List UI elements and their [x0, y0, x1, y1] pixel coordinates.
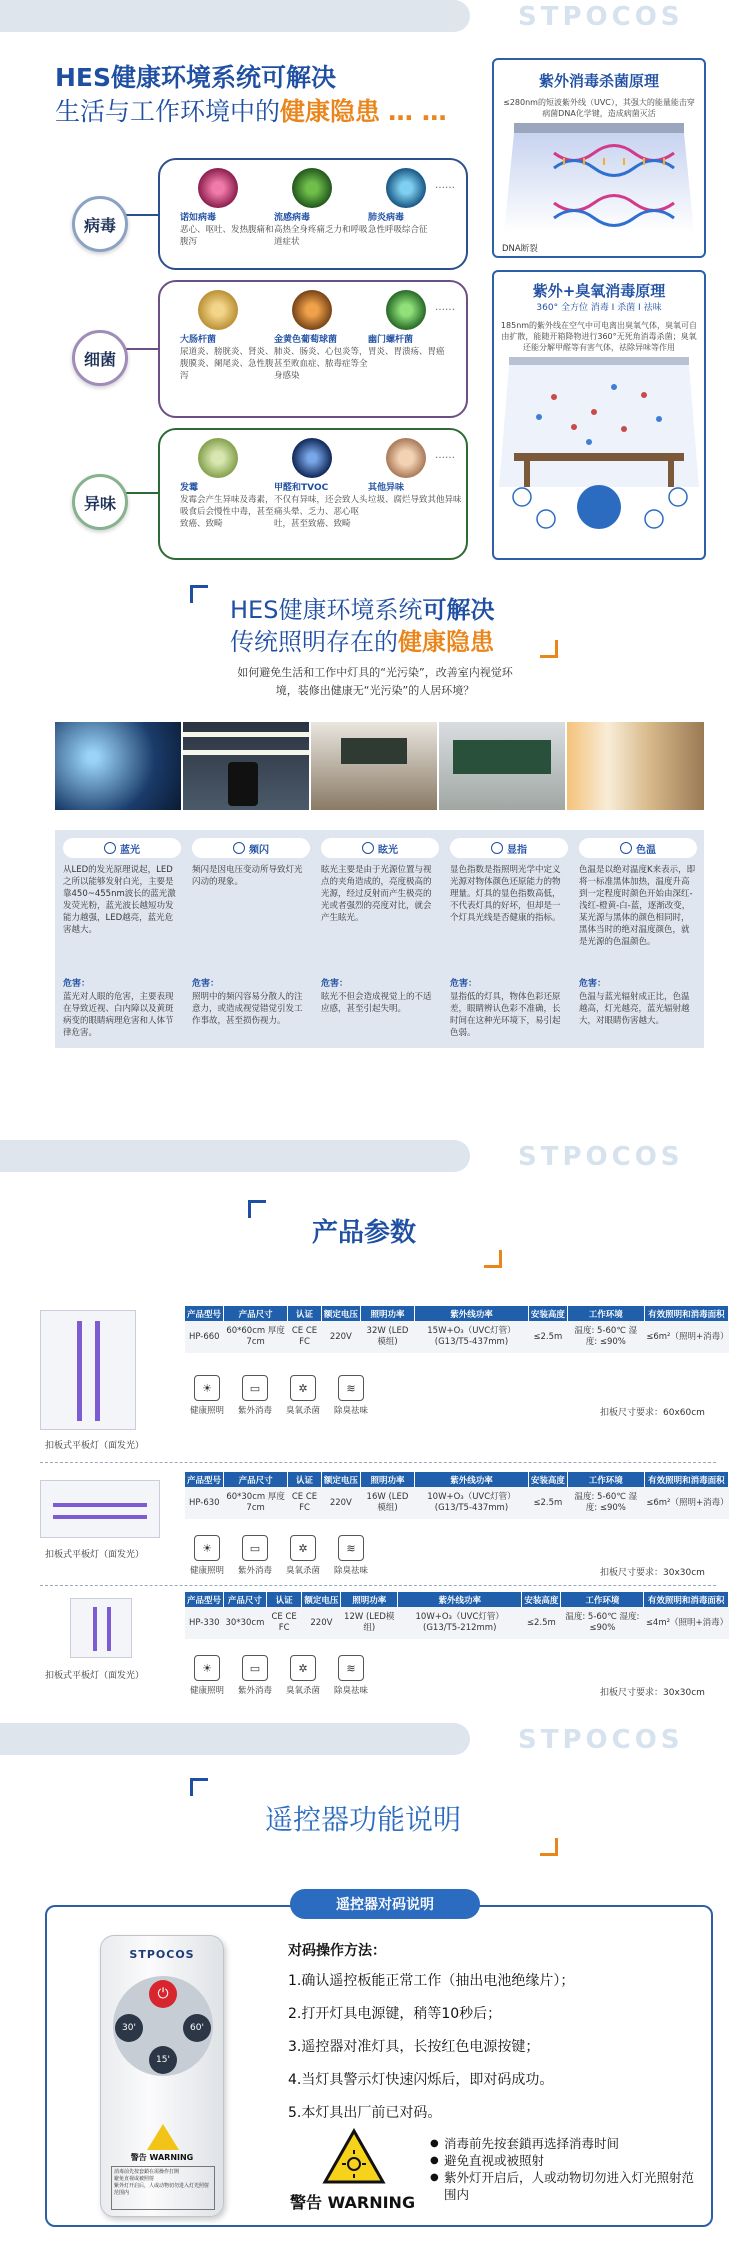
col-header: 额定电压 [321, 1472, 360, 1487]
ozone-label: 臭氧 [589, 539, 609, 550]
remote-warning-label: 警告 WARNING [130, 2153, 194, 2162]
cell-model: HP-660 [185, 1321, 224, 1353]
steps-title: 对码操作方法： [288, 1943, 386, 1959]
section2-title-1a: HES健康环境系统 [230, 596, 423, 624]
deodor-icon: ≋ [338, 1535, 364, 1561]
cell-height: ≤2.5m [528, 1321, 567, 1353]
issue-head [321, 838, 439, 858]
item-desc: 肺炎、肠炎、心包炎等，甚至败血症、脓毒症等全身感染 [274, 347, 368, 381]
staph-icon [292, 290, 332, 330]
uv-lamp-icon: ▭ [242, 1535, 268, 1561]
bulb-icon: ☀ [194, 1655, 220, 1681]
section2-title-2a: 传统照明存在的 [230, 628, 398, 656]
col-header: 额定电压 [302, 1592, 341, 1607]
remote-note: 消毒前先按套鎖在需操作打開 [114, 2169, 180, 2175]
issue-text: 色温是以绝对温度K来表示，即将一标准黑体加热，温度升高到一定程度时颜色开始由深红-浅红-橙黄-白-蓝，逐渐改变，某光源与黑体的颜色相同时，黑体当时的绝对温度颜色，就是光源的色温颜色。 [579, 865, 696, 947]
item-name: 金黄色葡萄球菌 [274, 335, 338, 345]
col-header: 认证 [288, 1472, 322, 1487]
cell-voltage: 220V [321, 1487, 360, 1519]
issue-title: 显指 [507, 844, 527, 856]
flu-virus-icon [292, 168, 332, 208]
classroom-photo [311, 722, 437, 810]
col-header: 安装高度 [528, 1472, 567, 1487]
feature-label: 除臭祛味 [333, 1566, 368, 1576]
col-header: 有效照明和消毒面积 [644, 1592, 729, 1607]
feature-deodor [332, 1655, 370, 1696]
hero-title-b: 可解决 [261, 63, 337, 92]
brand-logo: STPOCOS [518, 1725, 684, 1755]
feature-uv [236, 1375, 274, 1416]
uv-lamp-icon: ▭ [242, 1375, 268, 1401]
feature-ozone [284, 1655, 322, 1696]
cell-light-power: 16W (LED模组) [360, 1487, 414, 1519]
item-desc: 不仅有异味，还会致人头痛头晕、乏力、恶心呕吐，甚至致癌、致畸 [274, 495, 368, 529]
spec-table-hp330 [185, 1592, 729, 1639]
item-desc: 尿道炎、膀胱炎、肾炎、腹膜炎、阑尾炎、急性腹泻 [180, 347, 274, 381]
issue-text: 从LED的发光原理说起，LED之所以能够发射白光，主要是靠450~455nm波长的蓝光激发荧光粉，蓝光波长越短功发能力越强，LED越亮，蓝光危害越大。 [63, 865, 176, 935]
issue-head [192, 838, 310, 858]
harm-text: 显指低的灯具，物体色彩还原差，眼睛辨认色彩不准确，长时间在这种光环境下，易引起色弱。 [450, 992, 561, 1038]
cell-env: 温度: 5-60℃ 湿度: ≤90% [561, 1607, 644, 1639]
ozone-icon: ✲ [290, 1375, 316, 1401]
divider [40, 1585, 716, 1586]
light-issues-panel [55, 830, 704, 1048]
bacteria-item [180, 290, 274, 382]
col-header: 紫外线功率 [415, 1306, 529, 1321]
item-name: 幽门螺杆菌 [368, 335, 414, 345]
warning-triangle-icon [147, 2124, 179, 2150]
col-header: 认证 [288, 1306, 322, 1321]
pairing-steps [288, 1940, 574, 2135]
hero-title [55, 58, 336, 94]
bacteria-item [368, 290, 462, 358]
odor-group [158, 428, 468, 560]
feature-label: 臭氧杀菌 [285, 1686, 320, 1696]
harm-label: 危害： [192, 979, 220, 989]
warning-item: ● 避免直视或被照射 [430, 2152, 694, 2169]
issue-column [579, 838, 697, 1027]
item-name: 大肠杆菌 [180, 335, 217, 345]
feature-label: 臭氧杀菌 [285, 1406, 320, 1416]
product-image-hp330 [70, 1598, 132, 1658]
col-header: 照明功率 [341, 1592, 398, 1607]
col-header: 工作环境 [567, 1306, 644, 1321]
cell-size: 60*30cm 厚度7cm [224, 1487, 288, 1519]
item-desc: 垃圾、腐烂导致其他异味 [368, 495, 462, 505]
cell-area: ≤6m²（照明+消毒） [644, 1321, 728, 1353]
warning-title: 警告 WARNING [290, 2193, 416, 2212]
cell-uv-power: 10W+O₃（UVC灯管）(G13/T5-437mm) [415, 1487, 529, 1519]
issue-head [450, 838, 568, 858]
remote-title: 遥控器功能说明 [265, 1803, 462, 1836]
quote-close-icon [540, 640, 558, 658]
quote-open-icon [190, 585, 208, 603]
quote-open-icon [190, 1778, 208, 1796]
item-desc: 胃炎、胃溃疡、胃癌 [368, 347, 445, 357]
issue-text: 眩光主要是由于光源位置与视点的夹角造成的，亮度极高的光源，经过反射而产生极亮的光或者强烈的亮度对比，就会产生眩光。 [321, 865, 432, 923]
feature-label: 紫外消毒 [237, 1686, 272, 1696]
harm-label: 危害： [63, 979, 91, 989]
remote-control [100, 1935, 224, 2217]
col-header: 紫外线功率 [398, 1592, 522, 1607]
uv-principle-card [492, 58, 706, 258]
issue-column [63, 838, 181, 1039]
col-header: 照明功率 [360, 1472, 414, 1487]
cut-size-note: 扣板尺寸要求：60x60cm [600, 1408, 705, 1418]
ozone-card-text: 185nm的紫外线在空气中可电离出臭氧气体，臭氧可自由扩散，能随开箱降物进行360°无死角消毒杀菌；臭氧还能分解甲醛等有害气体，祛除异味等作用 [500, 321, 698, 352]
hero-title-a: HES健康环境系统 [55, 63, 262, 92]
col-header: 产品尺寸 [224, 1472, 288, 1487]
feature-label: 除臭祛味 [333, 1406, 368, 1416]
brand-logo: STPOCOS [518, 2, 684, 32]
virus-badge: 病毒 [72, 196, 128, 252]
item-desc: 恶心、呕吐、发热腹痛和腹泻 [180, 225, 274, 247]
cell-model: HP-330 [185, 1607, 224, 1639]
col-header: 紫外线功率 [415, 1472, 529, 1487]
spec-table-hp630 [185, 1472, 729, 1519]
brand-logo: STPOCOS [518, 1142, 684, 1172]
cell-model: HP-630 [185, 1487, 224, 1519]
col-header: 安装高度 [522, 1592, 561, 1607]
cut-size-note: 扣板尺寸要求：30x30cm [600, 1568, 705, 1578]
bulb-icon: ☀ [194, 1535, 220, 1561]
cell-cert: CE CE FC [266, 1607, 302, 1639]
uv-lamp-icon: ▭ [242, 1655, 268, 1681]
ozone-card-subtitle: 360° 全方位 消毒 I 杀菌 I 祛味 [536, 303, 662, 313]
col-header: 认证 [266, 1592, 302, 1607]
feature-label: 健康照明 [189, 1686, 224, 1696]
mold-icon [198, 438, 238, 478]
item-name: 肺炎病毒 [368, 213, 405, 223]
col-header: 工作环境 [561, 1592, 644, 1607]
virus-item [180, 168, 274, 248]
header-bar [0, 0, 470, 32]
item-name: 发霉 [180, 483, 199, 493]
harm-text: 眩光不但会造成视觉上的不适应感，甚至引起失明。 [321, 992, 432, 1014]
feature-label: 紫外消毒 [237, 1406, 272, 1416]
feature-deodor [332, 1535, 370, 1576]
section2-title-1b: 可解决 [422, 596, 495, 624]
issue-title: 频闪 [249, 844, 269, 856]
feature-lighting [188, 1655, 226, 1696]
cell-voltage: 220V [302, 1607, 341, 1639]
more-dots: …… [435, 450, 455, 461]
cri-icon [491, 842, 503, 854]
uv-warning-sign-icon [322, 2128, 386, 2186]
cut-size-note: 扣板尺寸要求：30x30cm [600, 1688, 705, 1698]
cell-uv-power: 15W+O₃（UVC灯管）(G13/T5-437mm) [415, 1321, 529, 1353]
issue-head [63, 838, 181, 858]
power-button[interactable]: ⏻ [149, 1980, 177, 2008]
product-caption: 扣板式平板灯（面发光） [45, 1441, 145, 1451]
divider [40, 1462, 716, 1463]
header-bar [0, 1723, 470, 1755]
issue-column [192, 838, 310, 1027]
issue-column [321, 838, 439, 1015]
eye-icon [104, 842, 116, 854]
dna-illustration [494, 123, 704, 243]
strobe-photo [183, 722, 309, 810]
ozone-principle-card [492, 270, 706, 560]
cell-cert: CE CE FC [288, 1321, 322, 1353]
item-name: 流感病毒 [274, 213, 311, 223]
item-desc: 急性呼吸综合征 [368, 225, 428, 235]
section2-title-1 [230, 590, 494, 625]
odor-item [368, 438, 462, 506]
feature-ozone [284, 1535, 322, 1576]
feature-lighting [188, 1535, 226, 1576]
col-header: 工作环境 [567, 1472, 644, 1487]
issue-title: 色温 [636, 844, 656, 856]
feature-uv [236, 1535, 274, 1576]
item-name: 甲醛和TVOC [274, 483, 329, 493]
feature-label: 除臭祛味 [333, 1686, 368, 1696]
col-header: 有效照明和消毒面积 [644, 1472, 728, 1487]
col-header: 产品型号 [185, 1472, 224, 1487]
cell-uv-power: 10W+O₃（UVC灯管）(G13/T5-212mm) [398, 1607, 522, 1639]
timer-30-button[interactable]: 30' [115, 2014, 143, 2042]
cell-env: 温度: 5-60℃ 湿度: ≤90% [567, 1321, 644, 1353]
deodor-icon: ≋ [338, 1655, 364, 1681]
quote-open-icon [248, 1200, 266, 1218]
feature-deodor [332, 1375, 370, 1416]
issue-title: 眩光 [378, 844, 398, 856]
products-title: 产品参数 [312, 1218, 417, 1248]
harm-label: 危害： [579, 979, 607, 989]
colortemp-icon [620, 842, 632, 854]
hero-subtitle-b: 健康隐患 [280, 97, 381, 126]
flash-icon [233, 842, 245, 854]
col-header: 照明功率 [360, 1306, 414, 1321]
cell-height: ≤2.5m [528, 1487, 567, 1519]
quote-close-icon [540, 1838, 558, 1856]
col-header: 额定电压 [321, 1306, 360, 1321]
cell-cert: CE CE FC [288, 1487, 322, 1519]
cell-light-power: 32W (LED模组) [360, 1321, 414, 1353]
step-item: 4.当灯具警示灯快速闪烁后，即对码成功。 [288, 2072, 554, 2088]
odor-item [274, 438, 368, 530]
feature-label: 紫外消毒 [237, 1566, 272, 1576]
issue-text: 频闪是因电压变动所导致灯光闪动的现象。 [192, 865, 303, 887]
cell-size: 60*60cm 厚度7cm [224, 1321, 288, 1353]
feature-ozone [284, 1375, 322, 1416]
remote-pill-title: 遥控器对码说明 [290, 1889, 480, 1919]
virus-group [158, 158, 468, 270]
product-image-hp660 [40, 1310, 136, 1430]
bacteria-item [274, 290, 368, 382]
product-caption: 扣板式平板灯（面发光） [45, 1671, 145, 1681]
uv-card-title: 紫外消毒杀菌原理 [538, 72, 659, 90]
virus-item [368, 168, 462, 236]
issue-text: 显色指数是指照明光学中定义光源对物体颜色还原能力的物理量。灯具的显色指数高低，不代表灯具的好坏，但却是一个灯具光线是否健康的指标。 [450, 865, 561, 923]
section2-title-2b: 健康隐患 [398, 628, 494, 656]
cell-size: 30*30cm [224, 1607, 267, 1639]
remote-note: 紫外灯开启后，人或动物切勿进入灯光照射范围内 [114, 2183, 210, 2196]
step-item: 3.遥控器对准灯具，长按红色电源按键； [288, 2039, 540, 2055]
section2-title-2 [230, 622, 494, 657]
col-header: 安装高度 [528, 1306, 567, 1321]
item-name: 其他异味 [368, 483, 405, 493]
harm-label: 危害： [321, 979, 349, 989]
bacteria-group [158, 280, 468, 418]
step-item: 1.确认遥控板能正常工作（抽出电池绝缘片）； [288, 1973, 575, 1989]
odor-item [180, 438, 274, 530]
glare-icon [362, 842, 374, 854]
cell-env: 温度: 5-60℃ 湿度: ≤90% [567, 1487, 644, 1519]
hero-subtitle-a: 生活与工作环境中的 [55, 97, 281, 126]
ozone-icon: ✲ [290, 1535, 316, 1561]
deodor-icon: ≋ [338, 1375, 364, 1401]
hpylori-icon [386, 290, 426, 330]
col-header: 产品尺寸 [224, 1592, 267, 1607]
cell-area: ≤6m²（照明+消毒） [644, 1487, 728, 1519]
harm-text: 蓝光对人眼的危害，主要表现在导致近视、白内障以及黄斑病变的眼睛病理危害和人体节律危害。 [63, 992, 174, 1038]
odor-person-icon [386, 438, 426, 478]
col-header: 产品型号 [185, 1306, 224, 1321]
harm-label: 危害： [450, 979, 478, 989]
ecoli-icon [198, 290, 238, 330]
more-dots: …… [435, 180, 455, 191]
uv-card-text: ≤280nm的短波紫外线（UVC），其强大的能量能击穿病菌DNA化学键，造成病菌灭活 [503, 98, 695, 118]
harm-text: 色温与蓝光辐射成正比，色温越高，灯光越亮，蓝光辐射越大，对眼睛伤害越大。 [579, 992, 690, 1026]
harm-text: 照明中的频闪容易分散人的注意力，或造成视觉错觉引发工作事故，甚至损伤视力。 [192, 992, 303, 1026]
warning-item: ● 紫外灯开启后，人或动物切勿进入灯光照射范围内 [430, 2169, 694, 2203]
hero-subtitle-c: … … [387, 97, 447, 126]
feature-label: 健康照明 [189, 1566, 224, 1576]
room-illustration [494, 357, 704, 537]
odor-badge: 异味 [72, 474, 128, 530]
pneumonia-virus-icon [386, 168, 426, 208]
feature-label: 健康照明 [189, 1406, 224, 1416]
col-header: 产品尺寸 [224, 1306, 288, 1321]
cell-voltage: 220V [321, 1321, 360, 1353]
item-name: 诺如病毒 [180, 213, 217, 223]
issue-title: 蓝光 [120, 844, 140, 856]
feature-lighting [188, 1375, 226, 1416]
bulb-icon: ☀ [194, 1375, 220, 1401]
remote-note: 避免直视或被照射 [114, 2176, 155, 2182]
spec-table-hp660 [185, 1306, 729, 1353]
timer-15-button[interactable]: 15' [149, 2046, 177, 2074]
cell-area: ≤4m²（照明+消毒） [644, 1607, 729, 1639]
issue-column [450, 838, 568, 1039]
feature-label: 臭氧杀菌 [285, 1566, 320, 1576]
product-image-hp630 [40, 1480, 160, 1538]
cell-height: ≤2.5m [522, 1607, 561, 1639]
warning-item: ● 消毒前先按套鎖再选择消毒时间 [430, 2135, 694, 2152]
quote-close-icon [484, 1250, 502, 1268]
col-header: 有效照明和消毒面积 [644, 1306, 728, 1321]
virus-item [274, 168, 368, 248]
warning-list [430, 2135, 694, 2203]
product-caption: 扣板式平板灯（面发光） [45, 1550, 145, 1560]
bacteria-badge: 细菌 [72, 330, 128, 386]
hero-subtitle [55, 92, 447, 128]
ozone-icon: ✲ [290, 1655, 316, 1681]
formaldehyde-icon [292, 438, 332, 478]
dna-label: DNA断裂 [502, 244, 538, 254]
timer-60-button[interactable]: 60' [183, 2014, 211, 2042]
issue-head [579, 838, 697, 858]
feature-uv [236, 1655, 274, 1696]
more-dots: …… [435, 302, 455, 313]
cell-light-power: 12W (LED模组) [341, 1607, 398, 1639]
step-item: 5.本灯具出厂前已对码。 [288, 2105, 442, 2121]
step-item: 2.打开灯具电源键，稍等10秒后； [288, 2006, 502, 2022]
blackboard-photo [439, 722, 565, 810]
header-bar [0, 1140, 470, 1172]
remote-warning-notes [111, 2166, 215, 2210]
norovirus-icon [198, 168, 238, 208]
item-desc: 发霉会产生异味及毒素，吸食后会慢性中毒，甚至致癌、致畸 [180, 495, 274, 529]
section2-subtitle: 如何避免生活和工作中灯具的“光污染”，改善室内视觉环境，装修出健康无“光污染”的人居环境？ [237, 666, 513, 697]
led-photo [55, 722, 181, 810]
remote-brand: STPOCOS [129, 1948, 195, 1961]
ozone-card-title: 紫外+臭氧消毒原理 [532, 282, 666, 300]
item-desc: 高热全身疼痛乏力和呼吸道症状 [274, 225, 368, 247]
colortemp-photo [567, 722, 704, 810]
col-header: 产品型号 [185, 1592, 224, 1607]
